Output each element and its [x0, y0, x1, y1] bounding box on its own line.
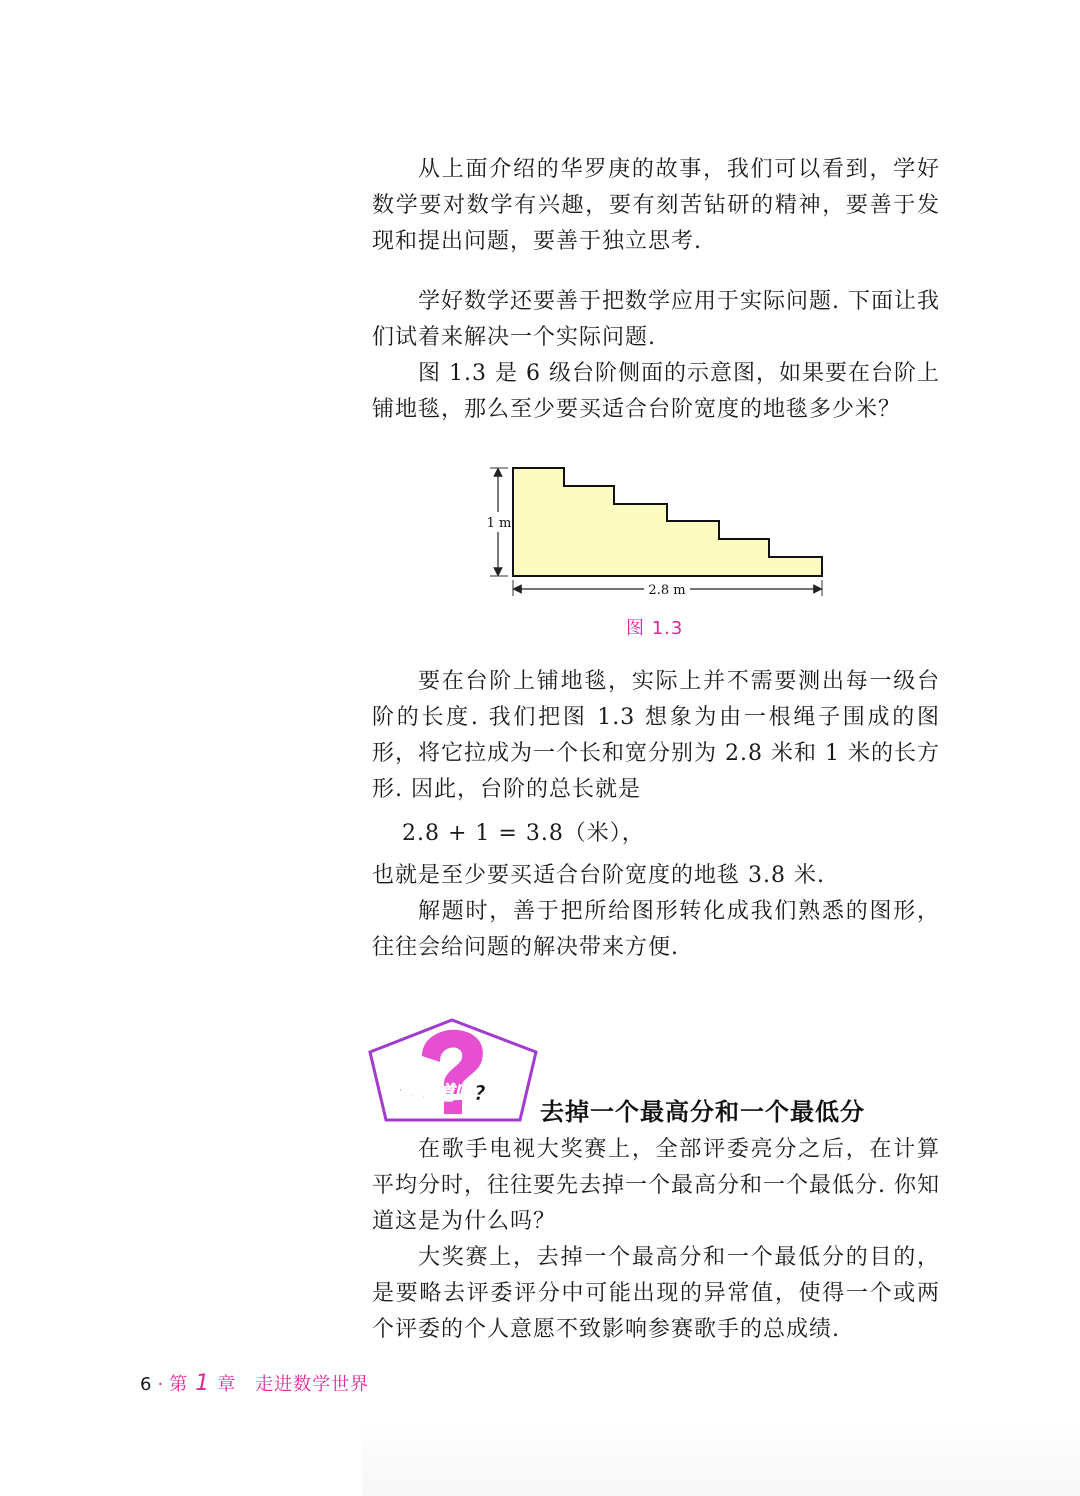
figure-caption: 图 1.3	[626, 618, 684, 639]
paragraph-stairs-question: 图 1.3 是 6 级台阶侧面的示意图，如果要在台阶上铺地毯，那么至少要买适合台阶宽度的地毯多少米？	[372, 361, 940, 422]
intro-section	[372, 152, 940, 428]
did-you-know-label: 你知道吗?	[394, 1081, 486, 1105]
chapter-title: 走进数学世界	[255, 1374, 370, 1395]
chapter-suffix: 章	[217, 1374, 236, 1395]
paragraph-contest-reason: 大奖赛上，去掉一个最高分和一个最低分的目的，是要略去评委评分中可能出现的异常值，使得一个或两个评委的个人意愿不致影响参赛歌手的总成绩.	[372, 1245, 940, 1342]
did-you-know-section	[372, 1132, 940, 1348]
chapter-prefix: 第	[169, 1374, 188, 1395]
footer-separator: ·	[157, 1374, 164, 1395]
width-label: 2.8 m	[648, 583, 686, 598]
chapter-number: 1	[195, 1371, 210, 1396]
did-you-know-title: 去掉一个最高分和一个最低分	[540, 1098, 865, 1126]
page-number: 6	[140, 1374, 152, 1395]
paragraph-tip: 解题时，善于把所给图形转化成我们熟悉的图形，往往会给问题的解决带来方便.	[372, 899, 940, 960]
paragraph-answer: 也就是至少要买适合台阶宽度的地毯 3.8 米.	[372, 863, 825, 888]
staircase-figure	[484, 460, 834, 600]
page-footer	[140, 1370, 369, 1396]
staircase-diagram	[484, 460, 834, 600]
paragraph-contest: 在歌手电视大奖赛上，全部评委亮分之后，在计算平均分时，往往要先去掉一个最高分和一个最低分. 你知道这是为什么吗？	[372, 1137, 940, 1234]
did-you-know-badge	[364, 1016, 542, 1126]
paragraph-solution: 要在台阶上铺地毯，实际上并不需要测出每一级台阶的长度. 我们把图 1.3 想象为由一根绳子围成的图形，将它拉成为一个长和宽分别为 2.8 米和 1 米的长方形. 因此，台阶的总长就是	[372, 669, 940, 802]
paragraph-hua-luogeng: 从上面介绍的华罗庚的故事，我们可以看到，学好数学要对数学有兴趣，要有刻苦钻研的精神，要善于发现和提出问题，要善于独立思考.	[372, 157, 940, 254]
staircase-shape	[513, 468, 822, 576]
pentagon-question-icon	[364, 1016, 542, 1126]
solution-section	[372, 664, 940, 966]
height-label: 1 m	[486, 516, 512, 531]
formula: 2.8 + 1 = 3.8（米），	[402, 821, 645, 846]
paragraph-application: 学好数学还要善于把数学应用于实际问题. 下面让我们试着来解决一个实际问题.	[372, 289, 940, 350]
page-shade	[362, 1420, 1080, 1496]
